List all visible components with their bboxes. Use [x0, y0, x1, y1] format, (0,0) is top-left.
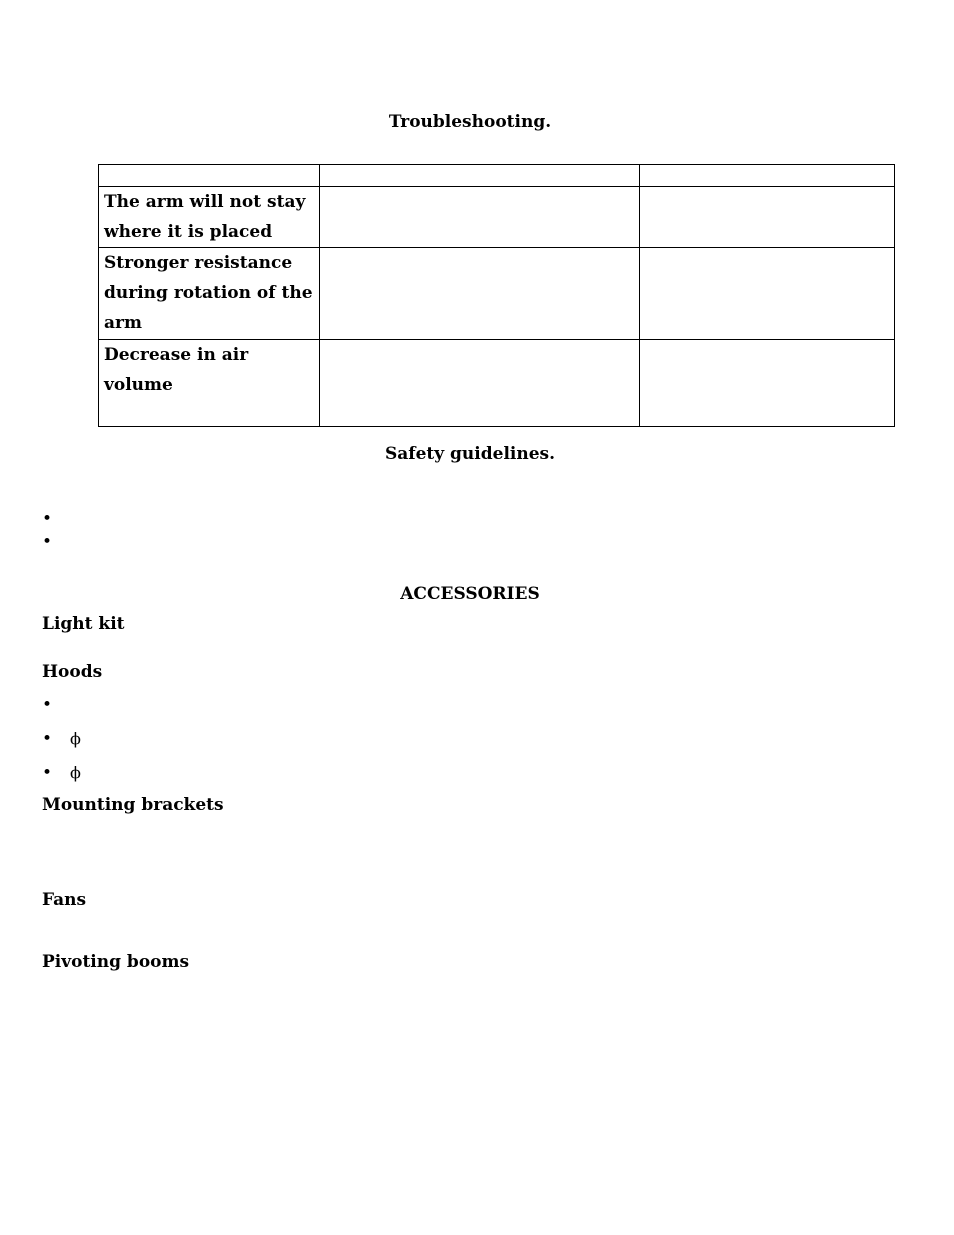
table-row: [99, 340, 895, 427]
bullet-icon: •: [42, 532, 53, 552]
list-item: [42, 532, 70, 552]
bullet-icon: •: [42, 509, 53, 529]
list-item: [42, 763, 81, 783]
safety-heading: Safety guidelines.: [384, 444, 556, 464]
light-kit-heading: Light kit: [42, 614, 125, 634]
problem-cell: Stronger resistance during rotation of the arm: [99, 248, 320, 340]
table-row: [99, 187, 895, 248]
list-item: [42, 729, 81, 749]
cause-cell: [320, 248, 640, 340]
remedy-cell: [640, 165, 895, 187]
hoods-heading: Hoods: [42, 662, 103, 682]
bullet-icon: •: [42, 729, 53, 749]
diameter-symbol: ϕ: [70, 729, 81, 748]
troubleshooting-heading: Troubleshooting.: [388, 112, 552, 132]
cause-cell: [320, 165, 640, 187]
cause-cell: [320, 340, 640, 427]
table-row: [99, 165, 895, 187]
list-item: [42, 695, 70, 715]
list-item: [42, 509, 70, 529]
problem-cell: [99, 165, 320, 187]
cause-cell: [320, 187, 640, 248]
pivoting-booms-heading: Pivoting booms: [42, 952, 190, 972]
fans-heading: Fans: [42, 890, 87, 910]
problem-cell: The arm will not stay where it is placed: [99, 187, 320, 248]
table-row: [99, 248, 895, 340]
bullet-icon: •: [42, 695, 53, 715]
remedy-cell: [640, 248, 895, 340]
diameter-symbol: ϕ: [70, 763, 81, 782]
accessories-heading: ACCESSORIES: [400, 584, 540, 604]
troubleshooting-table: [98, 164, 895, 427]
remedy-cell: [640, 340, 895, 427]
bullet-icon: •: [42, 763, 53, 783]
remedy-cell: [640, 187, 895, 248]
mounting-brackets-heading: Mounting brackets: [42, 795, 224, 815]
problem-cell: Decrease in air volume: [99, 340, 320, 427]
